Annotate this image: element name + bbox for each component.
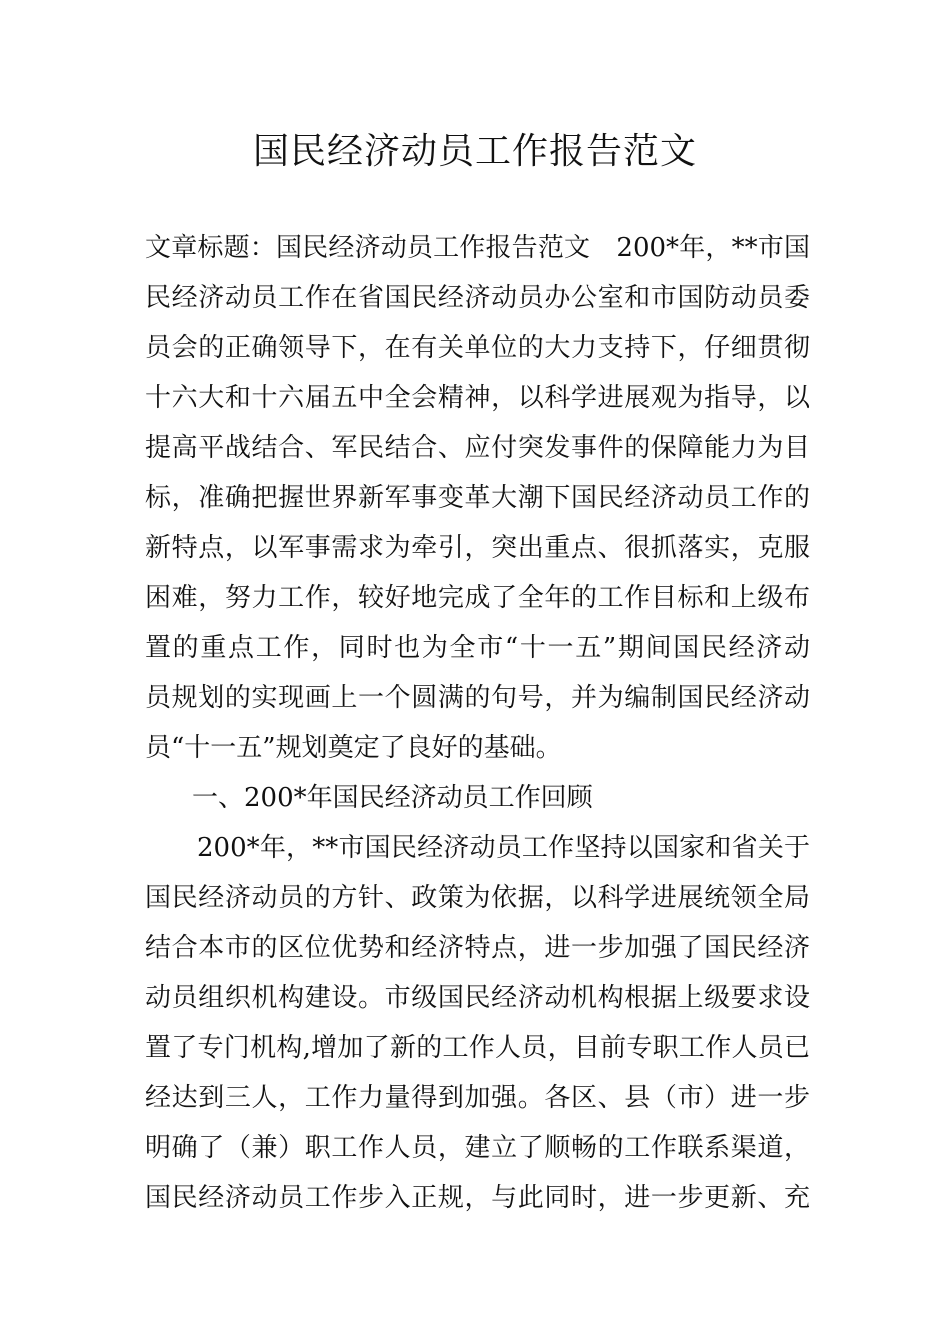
section-line: 置了专门机构,增加了新的工作人员，目前专职工作人员已 [145, 1033, 810, 1063]
section-line: 结合本市的区位优势和经济特点，进一步加强了国民经济 [145, 933, 810, 963]
document-title: 国民经济动员工作报告范文 [252, 131, 697, 172]
intro-line: 十六大和十六届五中全会精神，以科学进展观为指导，以 [145, 383, 810, 413]
section-paragraph [145, 823, 810, 1223]
intro-line: 文章标题：国民经济动员工作报告范文 200*年，**市国 [145, 233, 810, 263]
section-line: 国民经济动员工作步入正规，与此同时，进一步更新、充 [145, 1183, 810, 1213]
intro-line: 员会的正确领导下，在有关单位的大力支持下，仔细贯彻 [145, 333, 810, 363]
intro-line: 员规划的实现画上一个圆满的句号，并为编制国民经济动 [145, 683, 810, 713]
intro-line: 置的重点工作，同时也为全市“十一五”期间国民经济动 [145, 633, 810, 663]
intro-line: 提高平战结合、军民结合、应付突发事件的保障能力为目 [145, 433, 810, 463]
section-line: 动员组织机构建设。市级国民经济动机构根据上级要求设 [145, 983, 810, 1013]
section-line: 经达到三人，工作力量得到加强。各区、县（市）进一步 [145, 1083, 810, 1113]
intro-paragraph [145, 223, 810, 773]
section-line: 明确了（兼）职工作人员，建立了顺畅的工作联系渠道， [145, 1133, 810, 1163]
intro-line-last: 员“十一五”规划奠定了良好的基础。 [145, 733, 562, 763]
section-heading-block [145, 773, 810, 823]
intro-line: 标，准确把握世界新军事变革大潮下国民经济动员工作的 [145, 483, 810, 513]
intro-line: 新特点，以军事需求为牵引，突出重点、很抓落实，克服 [145, 533, 810, 563]
section-line-first: 200*年，**市国民经济动员工作坚持以国家和省关于 [197, 833, 810, 863]
intro-line: 困难，努力工作，较好地完成了全年的工作目标和上级布 [145, 583, 810, 613]
section-heading: 一、200*年国民经济动员工作回顾 [192, 783, 593, 813]
section-line: 国民经济动员的方针、政策为依据，以科学进展统领全局 [145, 883, 810, 913]
intro-line: 民经济动员工作在省国民经济动员办公室和市国防动员委 [145, 283, 810, 313]
